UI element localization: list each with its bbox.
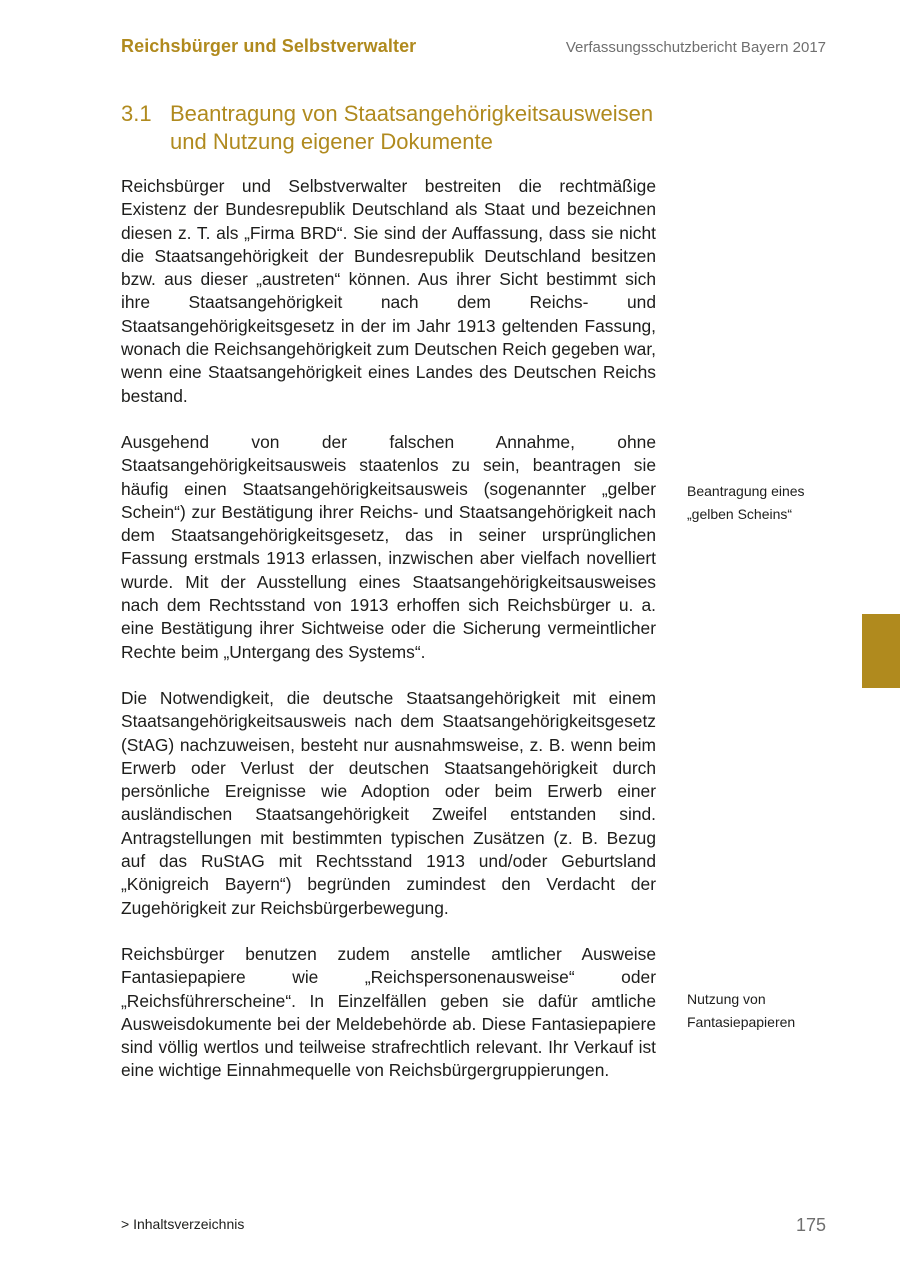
page-number: 175 xyxy=(795,1215,826,1235)
paragraph-3: Die Notwendigkeit, die deutsche Staatsangehörigkeit mit einem Staatsangehörigkeitsausweis nach dem Staatsangehörigkeitsgesetz (StAG) nachzuweisen, besteht nur ausnahmsweise, z. B. wenn beim Erwerb oder Verlust der deutschen Staatsangehörigkeit durch persönliche Ereignisse wie Adoption oder beim Erwerb einer ausländischen Staatsangehörigkeit Zweifel entstanden sind. Antragstellungen mit bestimmten typischen Zusätzen (z. B. Bezug auf das RuStAG mit Rechtsstand 1913 und/oder Geburtsland „Königreich Bayern“) begründen zumindest den Verdacht der Zugehörigkeit zur Reichsbürgerbewegung. xyxy=(121,687,656,918)
table-of-contents-link[interactable]: > Inhaltsverzeichnis xyxy=(121,1216,245,1232)
margin-note-line: Fantasiepapieren xyxy=(687,1014,796,1030)
section-heading xyxy=(121,100,681,156)
body-text xyxy=(121,175,656,1106)
margin-note-fantasiepapiere xyxy=(687,988,837,1034)
publication-running-head: Verfassungsschutzbericht Bayern 2017 xyxy=(565,39,826,56)
section-number: 3.1 xyxy=(121,101,152,126)
margin-note-gelber-schein xyxy=(687,480,837,526)
paragraph-4: Reichsbürger benutzen zudem anstelle amtlicher Ausweise Fantasiepapiere wie „Reichspersonenausweise“ oder „Reichsführerscheine“. In Einzelfällen geben sie dafür amtliche Ausweisdokumente bei der Meldebehörde ab. Diese Fantasiepapiere sind völlig wertlos und teilweise strafrechtlich relevant. Ihr Verkauf ist eine wichtige Einnahmequelle von Reichsbürgergruppierungen. xyxy=(121,943,656,1081)
margin-note-line: „gelben Scheins“ xyxy=(687,506,793,522)
chapter-running-head: Reichsbürger und Selbstverwalter xyxy=(121,36,417,56)
section-title: Beantragung von Staatsangehörigkeitsausweisen und Nutzung eigener Dokumente xyxy=(170,101,654,154)
paragraph-2: Ausgehend von der falschen Annahme, ohne Staatsangehörigkeitsausweis staatenlos zu sein, beantragen sie häufig einen Staatsangehörigkeitsausweis (sogenannter „gelber Schein“) zur Bestätigung ihrer Reichs- und Staatsangehörigkeit nach dem Staatsangehörigkeitsgesetz, das in seiner ursprünglichen Fassung erstmals 1913 erlassen, inzwischen aber vielfach novelliert wurde. Mit der Ausstellung eines Staatsangehörigkeitsausweises nach dem Rechtsstand von 1913 erhoffen sich Reichsbürger u. a. eine Bestätigung ihrer Sichtweise oder die Sicherung vermeintlicher Rechte beim „Untergang des Systems“. xyxy=(121,431,656,662)
paragraph-1: Reichsbürger und Selbstverwalter bestreiten die rechtmäßige Existenz der Bundesrepublik Deutschland als Staat und bezeichnen diesen z. T. als „Firma BRD“. Sie sind der Auffassung, dass sie nicht die Staatsangehörigkeit der Bundesrepublik Deutschland besitzen bzw. aus dieser „austreten“ können. Aus ihrer Sicht bestimmt sich ihre Staatsangehörigkeit nach dem Reichs- und Staatsangehörigkeitsgesetz in der im Jahr 1913 geltenden Fassung, wonach die Reichsangehörigkeit zum Deutschen Reich gegeben war, wenn eine Staatsangehörigkeit eines Landes des Deutschen Reichs bestand. xyxy=(121,176,656,406)
chapter-tab-marker xyxy=(862,614,900,688)
margin-note-line: Nutzung von xyxy=(687,991,766,1007)
margin-note-line: Beantragung eines xyxy=(687,483,805,499)
